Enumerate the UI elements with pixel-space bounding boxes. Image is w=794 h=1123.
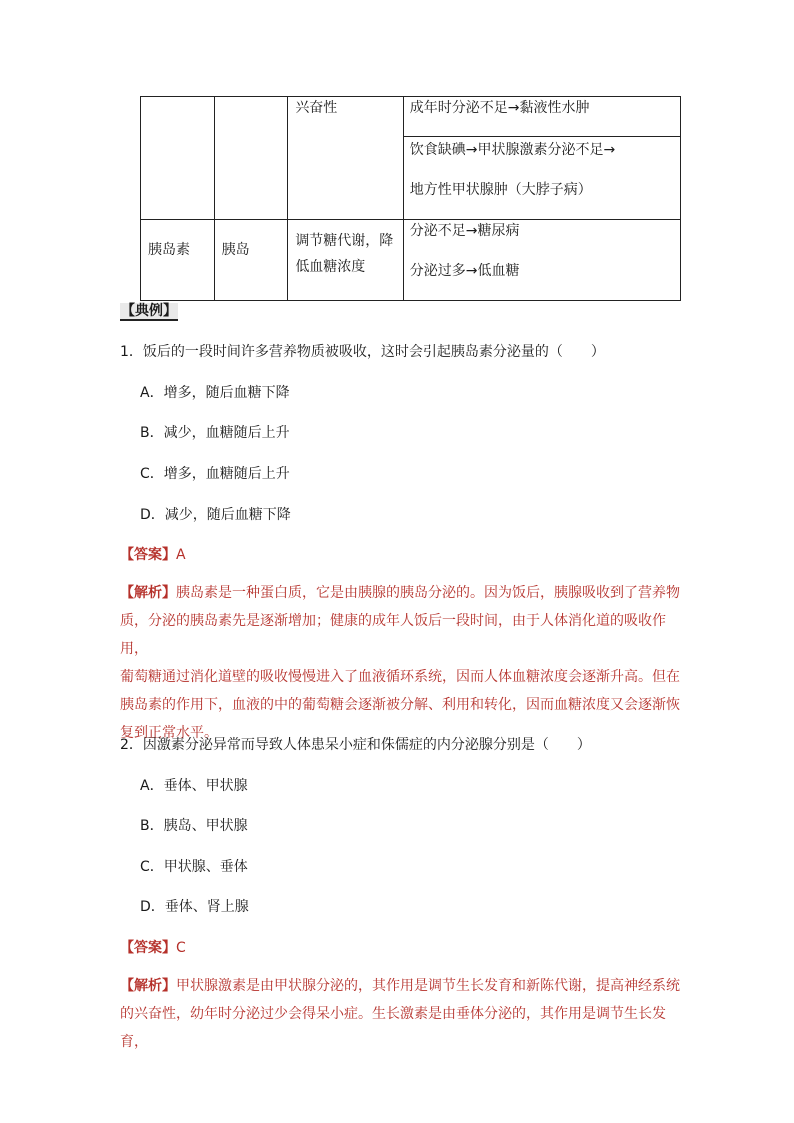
option-a: A．增多，随后血糖下降 bbox=[140, 385, 290, 401]
option-c: C．增多，血糖随后上升 bbox=[140, 466, 290, 482]
table-row bbox=[141, 97, 681, 220]
table-cell-hormone bbox=[141, 220, 215, 301]
answer-label: 【答案】 bbox=[120, 547, 176, 563]
cell-text: 胰岛素 bbox=[148, 242, 190, 258]
question-stem: 2．因激素分泌异常而导致人体患呆小症和侏儒症的内分泌腺分别是（ ） bbox=[120, 737, 591, 753]
analysis-label: 【解析】 bbox=[120, 585, 176, 601]
table-cell-disorders bbox=[403, 220, 680, 301]
answer-label: 【答案】 bbox=[120, 940, 176, 956]
analysis-text: 胰岛素的作用下，血液的中的葡萄糖会逐渐被分解、利用和转化，因而血糖浓度又会逐渐恢 bbox=[120, 697, 680, 713]
cell-text: 调节糖代谢，降低血糖浓度 bbox=[295, 233, 394, 275]
cell-text: 饮食缺碘→甲状腺激素分泌不足→ bbox=[409, 142, 616, 158]
table-cell-empty bbox=[141, 97, 215, 220]
table-cell-gland bbox=[214, 220, 288, 301]
table-cell-disorders bbox=[403, 97, 680, 220]
analysis-label: 【解析】 bbox=[120, 978, 176, 994]
option-b: B．胰岛、甲状腺 bbox=[140, 818, 248, 834]
cell-text: 地方性甲状腺肿（大脖子病） bbox=[409, 182, 592, 198]
cell-text: 分泌不足→糖尿病 bbox=[409, 223, 520, 239]
analysis-text: 胰岛素是一种蛋白质，它是由胰腺的胰岛分泌的。因为饭后，胰腺吸收到了营养物 bbox=[176, 585, 680, 601]
option-a: A．垂体、甲状腺 bbox=[140, 778, 248, 794]
cell-block bbox=[404, 220, 680, 284]
hormone-table bbox=[140, 96, 681, 301]
cell-text: 兴奋性 bbox=[295, 100, 338, 116]
cell-text: 成年时分泌不足→黏液性水肿 bbox=[404, 97, 680, 137]
table-cell-function bbox=[288, 220, 403, 301]
section-heading: 【典例】 bbox=[121, 303, 177, 319]
analysis-text: 复到正常水平。 bbox=[120, 725, 218, 741]
answer-value: C bbox=[176, 940, 186, 956]
cell-text: 分泌过多→低血糖 bbox=[409, 263, 520, 279]
question-stem: 1．饭后的一段时间许多营养物质被吸收，这时会引起胰岛素分泌量的（ ） bbox=[120, 344, 605, 360]
option-d: D．垂体、肾上腺 bbox=[140, 899, 249, 915]
analysis-text: 质，分泌的胰岛素先是逐渐增加；健康的成年人饭后一段时间，由于人体消化道的吸收作用， bbox=[120, 613, 666, 657]
cell-block bbox=[404, 137, 680, 203]
table-row bbox=[141, 220, 681, 301]
answer-line bbox=[120, 939, 186, 957]
analysis-paragraph bbox=[120, 579, 680, 747]
option-d: D．减少，随后血糖下降 bbox=[140, 507, 291, 523]
analysis-text: 甲状腺激素是由甲状腺分泌的，其作用是调节生长发育和新陈代谢，提高神经系统 bbox=[176, 978, 680, 994]
cell-text: 胰岛 bbox=[221, 242, 250, 258]
answer-line bbox=[120, 546, 186, 564]
option-b: B．减少，血糖随后上升 bbox=[140, 425, 290, 441]
analysis-text: 葡萄糖通过消化道壁的吸收慢慢进入了血液循环系统，因而人体血糖浓度会逐渐升高。但在 bbox=[120, 669, 680, 685]
answer-value: A bbox=[176, 547, 186, 563]
analysis-text: 的兴奋性，幼年时分泌过少会得呆小症。生长激素是由垂体分泌的，其作用是调节生长发育， bbox=[120, 1006, 666, 1050]
table-cell-function bbox=[288, 97, 403, 220]
table-cell-empty bbox=[214, 97, 288, 220]
analysis-paragraph bbox=[120, 972, 680, 1056]
option-c: C．甲状腺、垂体 bbox=[140, 859, 248, 875]
